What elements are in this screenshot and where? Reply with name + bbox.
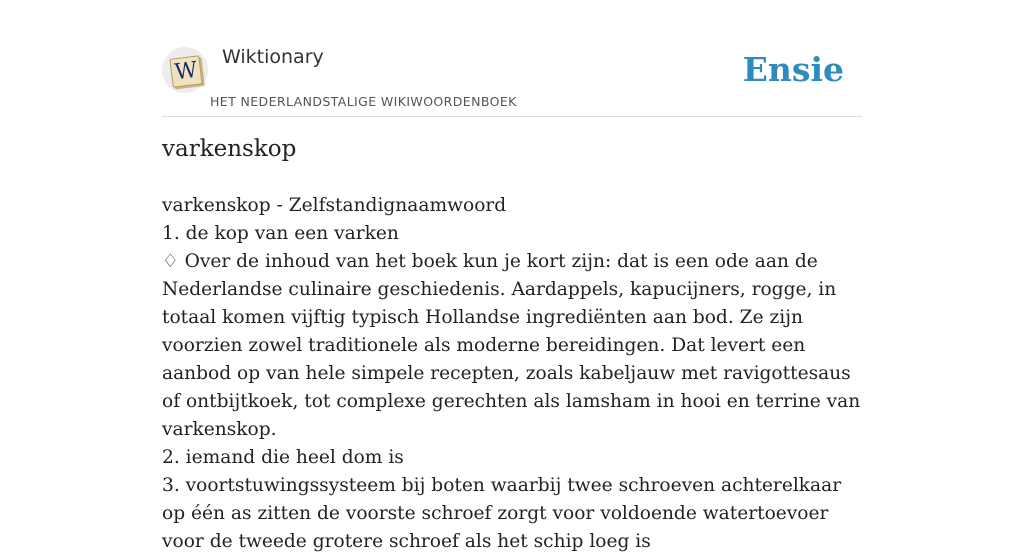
page-title: varkenskop: [162, 136, 297, 162]
definition-1: 1. de kop van een varken: [162, 223, 399, 244]
site-header: [162, 44, 862, 117]
logo-letter: W: [173, 57, 199, 86]
wiktionary-logo-icon[interactable]: [162, 47, 208, 93]
logo-tile: [169, 55, 202, 87]
site-name[interactable]: Wiktionary: [222, 46, 324, 68]
definition-2: 2. iemand die heel dom is: [162, 447, 404, 468]
entry-heading: varkenskop - Zelfstandignaamwoord: [162, 195, 507, 216]
ensie-brand-link[interactable]: Ensie: [742, 50, 844, 89]
entry-content: [162, 192, 862, 556]
site-tagline: HET NEDERLANDSTALIGE WIKIWOORDENBOEK: [210, 94, 517, 109]
definition-3: 3. voortstuwingssysteem bij boten waarbij twee schroeven achterelkaar op één as zitten de voorste schroef zorgt voor voldoende watertoevoer voor de tweede grotere schroef als het schip loeg is: [162, 475, 842, 552]
example-quote: ♢ Over de inhoud van het boek kun je kort zijn: dat is een ode aan de Nederlandse culinaire geschiedenis. Aardappels, kapucijners, rogge, in totaal komen vijftig typisch Hollandse ingrediënten aan bod. Ze zijn voorzien zowel traditionele als moderne bereidingen. Dat levert een aanbod op van hele simpele recepten, zoals kabeljauw met ravigottesaus of ontbijtkoek, tot complexe gerechten als lamsham in hooi en terrine van varkenskop.: [162, 251, 861, 440]
